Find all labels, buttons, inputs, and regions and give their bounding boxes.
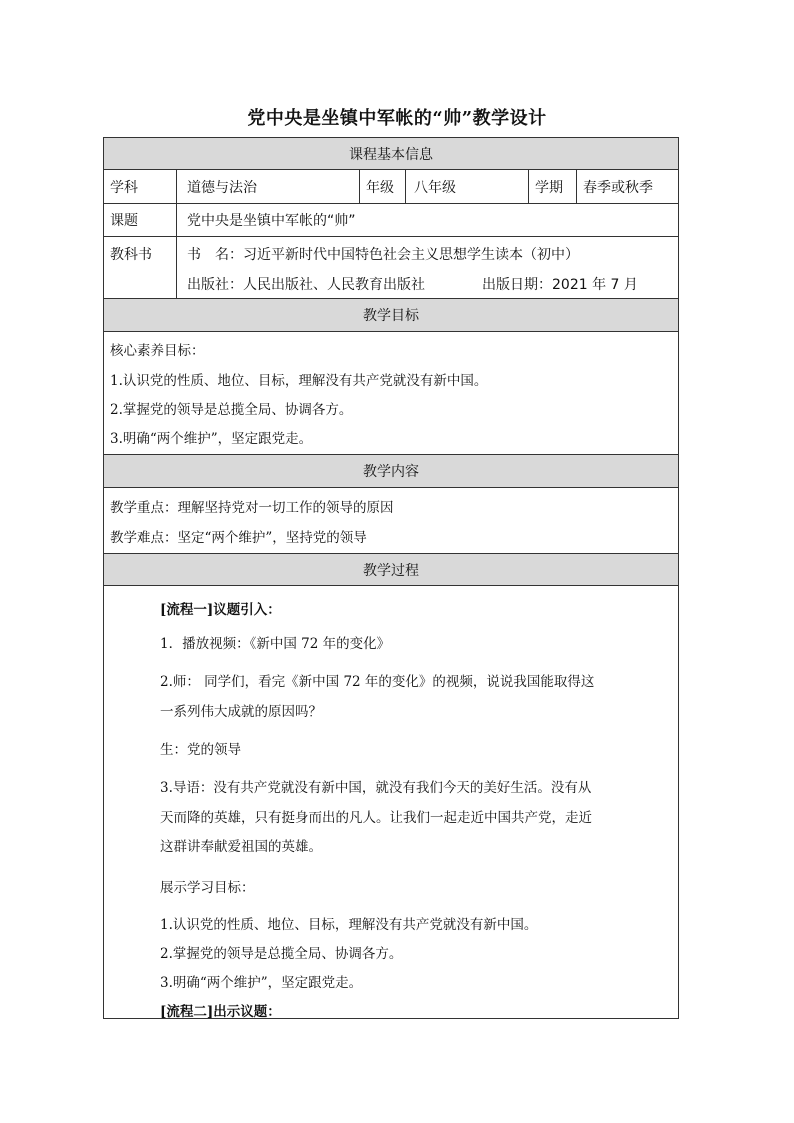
- student-answer: 生：党的领导: [160, 742, 241, 758]
- process-paragraph: 这群讲奉献爱祖国的英雄。: [160, 839, 322, 855]
- subject-row: [104, 170, 678, 204]
- document-title: 党中央是坐镇中军帐的“帅”教学设计: [247, 108, 547, 129]
- goals-title: 展示学习目标：: [160, 880, 255, 896]
- lesson-plan-table: [103, 137, 679, 1019]
- process-paragraph: 天而降的英雄，只有挺身而出的凡人。让我们一起走近中国共产党，走近: [160, 810, 592, 826]
- publisher: 出版社：人民出版社、人民教育出版社: [187, 277, 425, 293]
- section-title: 课程基本信息: [349, 146, 433, 163]
- topic-value: 党中央是坐镇中军帐的“帅”: [187, 213, 356, 229]
- subject-value: 道德与法治: [187, 179, 257, 196]
- key-point: 教学重点：理解坚持党对一切工作的领导的原因: [110, 500, 394, 516]
- objectives-heading: 核心素养目标：: [110, 343, 205, 359]
- section-title: 教学目标: [363, 308, 419, 324]
- objective-item: 3.明确“两个维护”，坚定跟党走。: [110, 431, 313, 447]
- term-label: 学期: [535, 179, 563, 196]
- objective-item: 2.掌握党的领导是总揽全局、协调各方。: [110, 402, 353, 418]
- term-value: 春季或秋季: [583, 179, 653, 196]
- section-header-objectives: [104, 299, 678, 332]
- difficulty: 教学难点：坚定“两个维护”，坚持党的领导: [110, 530, 367, 546]
- goal-item: 1.认识党的性质、地位、目标，理解没有共产党就没有新中国。: [160, 917, 538, 933]
- process-paragraph: 3.导语：没有共产党就没有新中国，就没有我们今天的美好生活。没有从: [160, 780, 592, 796]
- term-label-cell: [529, 170, 577, 203]
- section-header-content: [104, 455, 678, 488]
- grade-value: 八年级: [414, 179, 456, 196]
- content-body: [104, 488, 678, 554]
- topic-value-cell: [177, 204, 678, 236]
- step1-title: [流程一]议题引入：: [160, 602, 281, 618]
- objectives-body: [104, 332, 678, 455]
- section-header-process: [104, 554, 678, 586]
- process-paragraph: 一系列伟大成就的原因吗？: [160, 704, 322, 720]
- book-name: 书 名：习近平新时代中国特色社会主义思想学生读本（初中）: [187, 247, 579, 263]
- section-header-basic-info: [104, 138, 678, 170]
- step2-title: [流程二]出示议题：: [160, 1004, 281, 1019]
- subject-value-cell: [177, 170, 360, 203]
- section-title: 教学过程: [363, 562, 419, 579]
- grade-label: 年级: [366, 179, 394, 196]
- subject-label: 学科: [110, 179, 138, 196]
- process-body: [104, 586, 678, 1018]
- textbook-value-cell: [177, 237, 678, 298]
- goal-item: 2.掌握党的领导是总揽全局、协调各方。: [160, 946, 403, 962]
- textbook-label-cell: [104, 237, 177, 298]
- objective-item: 1.认识党的性质、地位、目标，理解没有共产党就没有新中国。: [110, 373, 488, 389]
- topic-row: [104, 204, 678, 237]
- subject-label-cell: [104, 170, 177, 203]
- topic-label: 课题: [110, 213, 138, 229]
- textbook-row: [104, 237, 678, 299]
- publish-date: 出版日期：2021 年 7 月: [482, 277, 638, 293]
- term-value-cell: [577, 170, 678, 203]
- section-title: 教学内容: [363, 464, 419, 480]
- textbook-label: 教科书: [110, 247, 152, 263]
- grade-value-cell: [406, 170, 529, 203]
- grade-label-cell: [360, 170, 406, 203]
- topic-label-cell: [104, 204, 177, 236]
- process-paragraph: 2.师： 同学们，看完《新中国 72 年的变化》的视频，说说我国能取得这: [160, 674, 595, 690]
- goal-item: 3.明确“两个维护”，坚定跟党走。: [160, 975, 363, 991]
- process-paragraph: 1．播放视频：《新中国 72 年的变化》: [160, 636, 391, 652]
